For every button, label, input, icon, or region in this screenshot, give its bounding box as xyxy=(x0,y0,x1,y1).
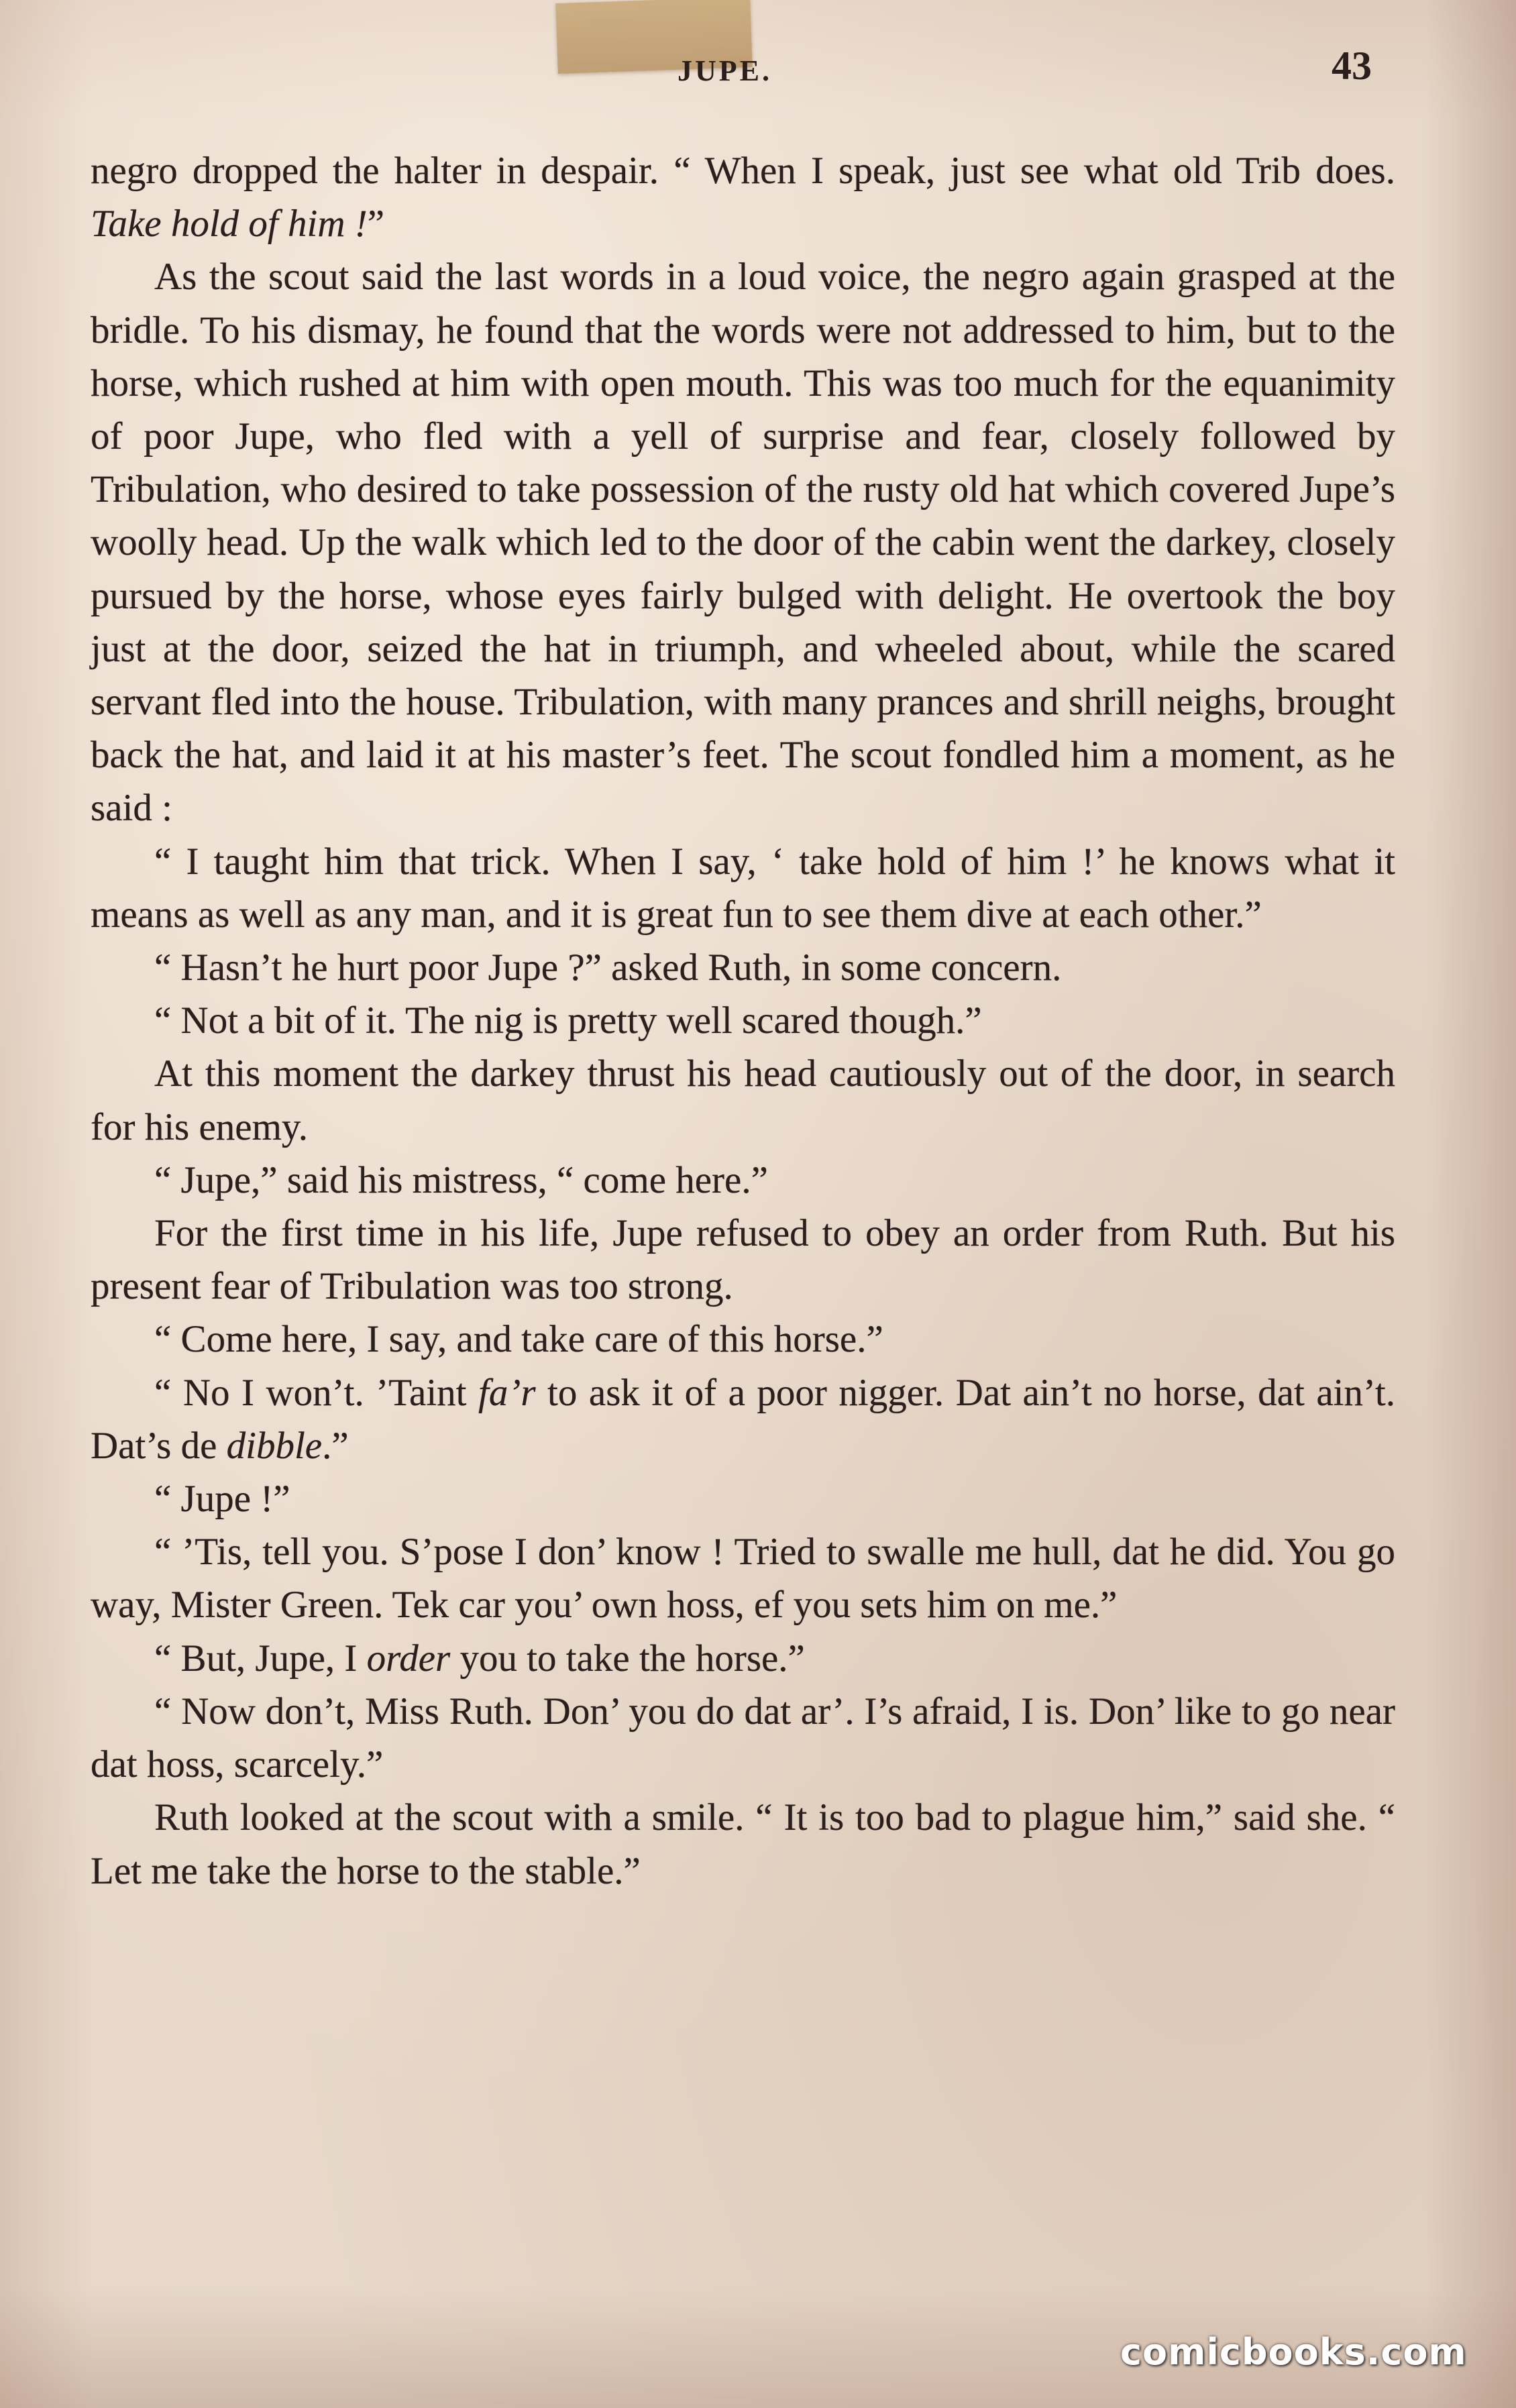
paragraph xyxy=(91,835,1395,941)
paragraph xyxy=(91,1313,1395,1366)
paragraph xyxy=(91,941,1395,994)
paragraph xyxy=(91,1472,1395,1525)
paragraph-text: “ I taught him that trick. When I say, ‘ take hold of him !’ he knows what it means as well as any man, and it is great fun to see them dive at each other.” xyxy=(91,840,1395,936)
paragraph-text: At this moment the darkey thrust his head cautiously out of the door, in search for his enemy. xyxy=(91,1052,1395,1148)
paragraph xyxy=(91,144,1395,250)
paragraph-text: negro dropped the halter in despair. “ When I speak, just see what old Trib does. xyxy=(91,150,1395,192)
paragraph xyxy=(91,1791,1395,1897)
paragraph-text: As the scout said the last words in a loud voice, the negro again grasped at the bridle. To his dismay, he found that the words were not addressed to him, but to the horse, which rushed at him with open mouth. This was too much for the equanimity of poor Jupe, who fled with a yell of surprise and fear, closely followed by Tribulation, who desired to take possession of the rusty old hat which covered Jupe’s woolly head. Up the walk which led to the door of the cabin went the darkey, closely pursued by the horse, whose eyes fairly bulged with delight. He overtook the boy just at the door, seized the hat in triumph, and wheeled about, while the scared servant fled into the house. Tribulation, with many prances and shrill neighs, brought back the hat, and laid it at his master’s feet. The scout fondled him a moment, as he said : xyxy=(91,256,1395,830)
paragraph-text: “ But, Jupe, I xyxy=(154,1637,367,1680)
paragraph xyxy=(91,994,1395,1047)
paragraph-text: “ ’Tis, tell you. S’pose I don’ know ! Tried to swalle me hull, dat he did. You go way, Mister Green. Tek car you’ own hoss, ef you sets him on me.” xyxy=(91,1531,1395,1627)
paragraph xyxy=(91,1154,1395,1207)
watermark: comicbooks.com xyxy=(1120,2331,1467,2373)
paragraph xyxy=(91,1685,1395,1791)
paragraph-text: “ Not a bit of it. The nig is pretty well scared though.” xyxy=(154,999,982,1042)
paragraph-text: “ Jupe,” said his mistress, “ come here.” xyxy=(154,1158,768,1201)
paragraph-text: “ No I won’t. ’Taint xyxy=(154,1371,479,1414)
italic-text: Take hold of him ! xyxy=(91,203,368,245)
paragraph xyxy=(91,1632,1395,1685)
paragraph-text: “ Jupe !” xyxy=(154,1478,290,1521)
italic-text: fa’r xyxy=(478,1371,536,1414)
paragraph-text: “ Hasn’t he hurt poor Jupe ?” asked Ruth, in some concern. xyxy=(154,946,1062,989)
paragraph-text: you to take the horse.” xyxy=(450,1637,805,1680)
running-head: JUPE. xyxy=(678,54,772,87)
paragraph xyxy=(91,1525,1395,1631)
paragraph-text: “ Come here, I say, and take care of this horse.” xyxy=(154,1318,883,1361)
paragraph xyxy=(91,1207,1395,1313)
paragraph-text: “ Now don’t, Miss Ruth. Don’ you do dat ar’. I’s afraid, I is. Don’ like to go near dat hoss, scarcely.” xyxy=(91,1690,1395,1786)
paragraph-text: ” xyxy=(367,203,385,245)
paragraph xyxy=(91,1366,1395,1472)
italic-text: dibble xyxy=(226,1424,323,1467)
paragraph xyxy=(91,1047,1395,1153)
italic-text: order xyxy=(366,1637,451,1680)
page-number: 43 xyxy=(1332,44,1372,88)
paragraph-text: Ruth looked at the scout with a smile. “ It is too bad to plague him,” said she. “ Let me take the horse to the stable.” xyxy=(91,1796,1395,1892)
paragraph-text: .” xyxy=(322,1424,349,1467)
paragraph-text: to ask it of a poor nigger. Dat ain’t no horse, dat ain’t. Dat’s de xyxy=(91,1371,1395,1467)
page-header xyxy=(0,42,1516,102)
body-text xyxy=(91,144,1395,1898)
paragraph xyxy=(91,250,1395,834)
paragraph-text: For the first time in his life, Jupe refused to obey an order from Ruth. But his present fear of Tribulation was too strong. xyxy=(91,1212,1395,1308)
